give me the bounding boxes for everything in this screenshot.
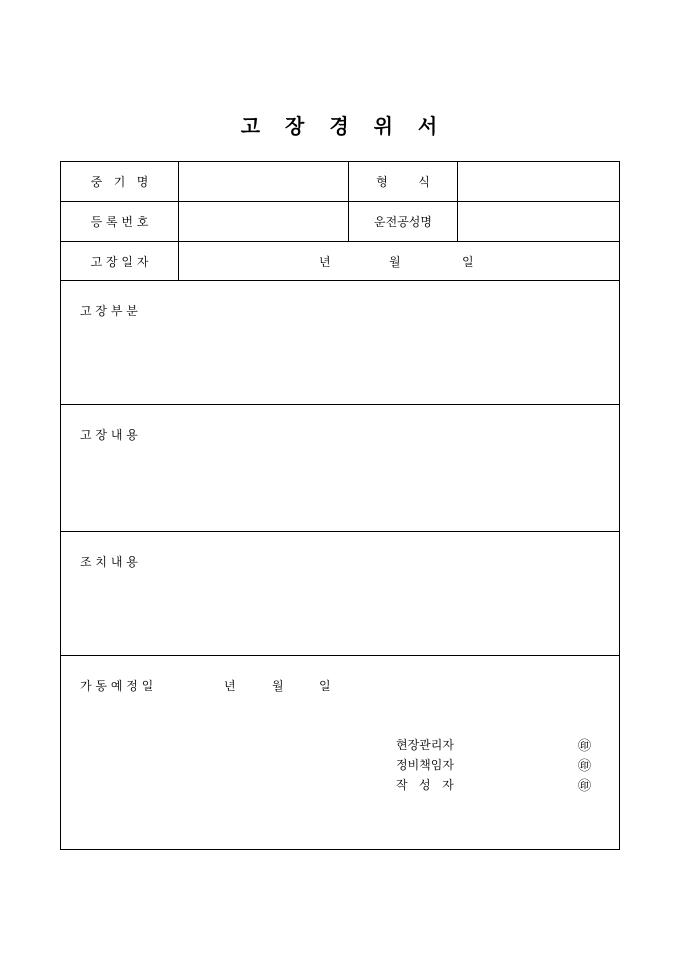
action-content-label: 조 치 내 용 (80, 555, 138, 569)
failure-date-label: 고 장 일 자 (90, 254, 149, 269)
seal-icon[interactable]: ㊞ (578, 779, 592, 794)
resume-date-month[interactable]: 월 (272, 679, 284, 693)
resume-date-year[interactable]: 년 (224, 679, 236, 693)
failure-date-day[interactable]: 일 (462, 254, 474, 269)
failure-part-label: 고 장 부 분 (80, 304, 138, 318)
maintenance-manager-label: 정비책임자 (396, 758, 454, 772)
row-divider (61, 280, 619, 281)
operator-field[interactable] (458, 202, 619, 241)
seal-icon[interactable]: ㊞ (578, 739, 592, 754)
section-divider (61, 531, 619, 532)
failure-content-label: 고 장 내 용 (80, 428, 138, 442)
equipment-name-label: 중 기 명 (90, 175, 149, 189)
registration-field[interactable] (179, 202, 348, 241)
failure-date-month[interactable]: 월 (389, 254, 401, 269)
operator-label: 운전공성명 (374, 215, 432, 229)
document-title: 고 장 경 위 서 (240, 114, 440, 138)
report-form (60, 161, 620, 850)
site-manager-label: 현장관리자 (396, 738, 454, 752)
model-label: 형 식 (376, 175, 430, 189)
author-label: 작 성 자 (396, 778, 454, 792)
section-divider (61, 404, 619, 405)
model-field[interactable] (458, 162, 619, 201)
seal-icon[interactable]: ㊞ (578, 759, 592, 774)
resume-date-label: 가 동 예 정 일 (80, 679, 154, 693)
equipment-name-field[interactable] (179, 162, 348, 201)
registration-label: 등 록 번 호 (90, 215, 149, 229)
failure-date-year[interactable]: 년 (319, 254, 331, 269)
resume-date-day[interactable]: 일 (319, 679, 331, 693)
section-divider (61, 655, 619, 656)
